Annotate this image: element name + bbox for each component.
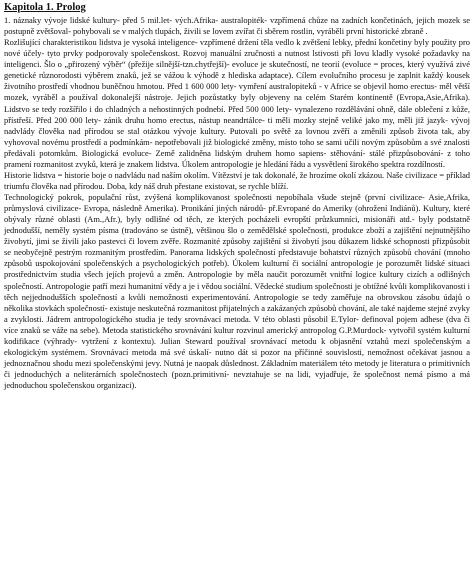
chapter-title: Kapitola 1. Prolog (4, 2, 86, 13)
chapter-body (4, 15, 470, 391)
paragraph-4: Technologický pokrok, populační růst, zvýšená komplikovanost společnosti nepobíhala všude stejně (první civilizace- Asie,Afrika, průmyslová civilizace- Evropa, následně Amerika). Pronikání jiných národů- př.Evropané do Ameriky (ohrožení Indiánů). Kultury, které obývaly různé oblasti (Am.,Afr.), byly odlišné od těch, ze kterých pocházeli evropští průzkumníci, misionáři atd.- byly podstatně jednodušší, neměly systém písma (tradováno se ústně), většinou šlo o zemědělské společnosti, produkce zboží a zajištění nejnutnějšího živobytí, jimi se živili jako pastevci či lovem zvěře. Rozmanité způsoby zajištění si živobytí jsou důkazem lidské schopnosti přizpůsobit se neobyčejně pestrým rozmanitým prostředím. Panorama lidských společností představuje bohatství různých způsobů chování (mnoho způsobů uspokojování společenských a psychologických potřeb). Úkolem kulturní či sociální antropologie je porozumět lidské situaci prostřednictvím studia všech jejích projevů a změn. Antropologie by měla naučit porozumět vnitřní logice kultury cizích a odlišných společností. Antropologie patří mezi humanitní vědy a je i vědou sociální. Vědecké studium společnosti je obtížné kvůli komplikovanosti i těch nejjednodušších společností a kvůli nemožnosti experimentování. Antropologie se tedy zaměřuje na obrovskou zásobu údajů o několika stovkách společností- existuje neskutečná rozmanitost přijatelných a zakázaných způsobů chování, ale také najdeme stejné zvyky a zvyklosti. Jádrem antropologického studia je tedy srovnávací metoda. V této oblasti působil E.Tylor- definoval pojem adhese (dva či více znaků se váže na sebe). Metoda statistického srovnávání kultur rozvinul americký antropolog G.P.Murdock- vytvořil systém kulturní kodifikace (výhrady- vytržení z kontextu). Julian Steward používal srovnávací metodu k objasnění vztahů mezi společenským a ekologickým systémem. Srovnávací metoda má své úskalí- nutno dát si pozor na příčinné souvislosti, nemožnost očekávat jasnou a jednoznačnou shodu mezi společenskými jevy. Nutná je naopak důslednost. Základním materiálem této metody je literatura o primitivních či jednoduchých a neliterárních společnostech (pozn.primitivní- nevztahuje se na lidi, vyjadřuje, že společnost nemá písmo a má jednoduchou společenskou organizaci). (4, 192, 470, 391)
paragraph-3: Historie lidstva = historie boje o nadvládu nad naším okolím. Vítězství je tak dokonalé, že hrozíme okolí zkázou. Naše civilizace = příklad triumfu člověka nad přírodou. Doba, kdy náš druh přestane existovat, se rychle blíží. (4, 169, 470, 191)
paragraph-2: Rozlišující charakteristikou lidstva je vysoká inteligence- vzpřímené držení těla vedlo k zvětšení lebky, přední končetiny byly použity pro nové účely- tyto prvky podporovaly společenskost. Rozvoj manuální zručnosti a nutnost lstivosti při lovu kladly vysoké požadavky na inteligenci. Šlo o „přirozený výběr“ (přežije silnější-tzn.chytřejší)- evoluce je skutečností, ne teorií (evoluce = proces, který využívá zivé genetické různorodosti výběrem znaků, jež se vážou k výhodě z hlediska adaptace). Cílem evolučního procesu je zaplnit každý kousek životního prostředí vhodnou buněčnou hmotou. Před 1 600 000 lety- vymření australopiteků - v Africe se objevil homo erectus- měl větší mozek, vyráběl a používal dokonalejší nástroje. Jejich pozůstatky byly objeveny na celém Starém kontinentě (Evropa,Asie,Afrika). Lidstvo se tedy rozšířilo i do chladných a nehostinných podnebí. Před 500 000 lety- vynalezeno rozdělávání ohně, dále oblečení z kůže, přístřeší. Před 200 000 lety- zánik druhu homo erectus, nástup neandrtálce- ti měli mozky stejně veliké jako my, měli již jazyk- vývoj nadvlády člověka nad přírodou se stal otázkou vývoje kultury. Putovali po světě za lovnou zvěří a změnili způsob života tak, aby vyhovoval novému prostředí a podmínkám- nepotřebovali již biologické změny, místo toho se sami učili novým způsobům a své znalosti předávali potomkům. Biologická evoluce- Země zalidněna lidským druhem homo sapiens- stěhování- stálé přizpůsobování- z toho pramení rozmanitost zvyků, která je znakem lidstva. Úkolem antropologie je hledání řádu a vysvětlení širokého spektra rozdílností. (4, 37, 470, 169)
paragraph-1: 1. náznaky vývoje lidské kultury- před 5 mil.let- vých.Afrika- australopiték- vzpřímená chůze na zadních končetinách, jejich mozek se postupně zvětšoval- pohybovali se v malých tlupách, živili se lovem zvířat či sběrem rostlin, vyráběli první historické zbraně . (4, 15, 470, 37)
